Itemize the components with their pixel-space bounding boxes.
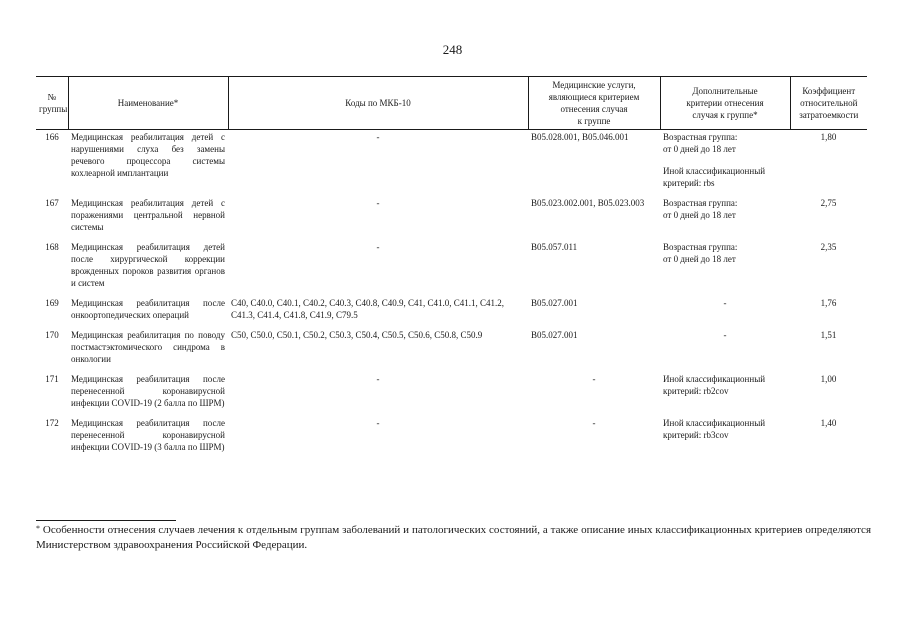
group-number: 172 <box>45 418 59 428</box>
additional-criteria <box>660 240 790 296</box>
group-number: 168 <box>45 242 59 252</box>
icd-codes: - <box>376 132 380 142</box>
criteria-line: критерий: rbs <box>663 178 715 188</box>
criteria-line: от 0 дней до 18 лет <box>663 210 736 220</box>
footnote-mark: * <box>36 524 40 533</box>
cost-coefficient: 1,40 <box>820 418 837 428</box>
medical-services: B05.057.011 <box>531 242 578 252</box>
table-row <box>36 372 867 416</box>
criteria-line: - <box>723 330 727 340</box>
header-icd-codes: Коды по МКБ-10 <box>228 77 528 130</box>
group-name: Медицинская реабилитация после перенесенной коронавирусной инфекции COVID-19 (2 балла по ШРМ) <box>71 374 225 408</box>
additional-criteria <box>660 416 790 460</box>
criteria-line: Иной классификационный <box>663 374 766 384</box>
table-row <box>36 296 867 328</box>
table-row <box>36 130 867 197</box>
group-number: 169 <box>45 298 59 308</box>
group-name: Медицинская реабилитация после перенесенной коронавирусной инфекции COVID-19 (3 балла по ШРМ) <box>71 418 225 452</box>
icd-codes: - <box>376 198 380 208</box>
criteria-line: от 0 дней до 18 лет <box>663 144 736 154</box>
header-cost-coefficient: Коэффициент относительной затратоемкости <box>790 77 867 130</box>
header-group-number: № группы <box>36 77 68 130</box>
footnote-rule <box>36 520 176 521</box>
group-name: Медицинская реабилитация детей после хирургической коррекции врожденных пороков развития органов и систем <box>71 242 225 288</box>
group-name: Медицинская реабилитация после онкоортопедических операций <box>71 298 225 320</box>
group-number: 167 <box>45 198 59 208</box>
footnote <box>36 523 871 553</box>
group-name: Медицинская реабилитация детей с поражениями центральной нервной системы <box>71 198 225 232</box>
page-number: 248 <box>442 42 463 57</box>
medical-services: B05.027.001 <box>531 330 578 340</box>
criteria-line <box>663 155 787 165</box>
table-row <box>36 196 867 240</box>
cost-coefficient: 1,76 <box>820 298 837 308</box>
icd-codes: - <box>376 242 380 252</box>
criteria-line: Иной классификационный <box>663 418 766 428</box>
group-number: 171 <box>45 374 59 384</box>
criteria-line: критерий: rb3cov <box>663 430 729 440</box>
cost-coefficient: 1,80 <box>820 132 837 142</box>
tariff-table <box>36 76 867 460</box>
table-row <box>36 328 867 372</box>
criteria-line: Возрастная группа: <box>663 242 738 252</box>
group-name: Медицинская реабилитация детей с нарушениями слуха без замены речевого процессора системы кохлеарной имплантации <box>71 132 225 178</box>
medical-services: - <box>592 374 596 384</box>
additional-criteria <box>660 196 790 240</box>
cost-coefficient: 1,00 <box>820 374 837 384</box>
icd-codes: C40, C40.0, C40.1, C40.2, C40.3, C40.8, C40.9, C41, C41.0, C41.1, C41.2, C41.3, C41.4, C41.8, C41.9, C79.5 <box>231 298 505 320</box>
medical-services: B05.027.001 <box>531 298 578 308</box>
medical-services: B05.023.002.001, B05.023.003 <box>531 198 645 208</box>
header-name: Наименование* <box>68 77 228 130</box>
additional-criteria <box>660 296 790 328</box>
additional-criteria <box>660 328 790 372</box>
table-row <box>36 240 867 296</box>
group-number: 170 <box>45 330 59 340</box>
table-header <box>36 77 867 130</box>
table-row <box>36 416 867 460</box>
icd-codes: C50, C50.0, C50.1, C50.2, C50.3, C50.4, C50.5, C50.6, C50.8, C50.9 <box>231 330 483 340</box>
group-name: Медицинская реабилитация по поводу постмастэктомического синдрома в онкологии <box>71 330 225 364</box>
criteria-line: Возрастная группа: <box>663 132 738 142</box>
group-number: 166 <box>45 132 59 142</box>
criteria-line: от 0 дней до 18 лет <box>663 254 736 264</box>
criteria-line: Иной классификационный <box>663 166 766 176</box>
icd-codes: - <box>376 374 380 384</box>
medical-services: - <box>592 418 596 428</box>
criteria-line: - <box>723 298 727 308</box>
additional-criteria <box>660 372 790 416</box>
criteria-line: критерий: rb2cov <box>663 386 729 396</box>
header-additional-criteria: Дополнительные критерии отнесения случая к группе* <box>660 77 790 130</box>
header-medical-services: Медицинские услуги, являющиеся критерием отнесения случая к группе <box>528 77 660 130</box>
criteria-line: Возрастная группа: <box>663 198 738 208</box>
footnote-text: Особенности отнесения случаев лечения к отдельным группам заболеваний и патологических состояний, а также описание иных классификационных критериев определяются Министерством здравоохранения Российской Федерации. <box>36 524 872 551</box>
icd-codes: - <box>376 418 380 428</box>
cost-coefficient: 2,35 <box>820 242 837 252</box>
medical-services: B05.028.001, B05.046.001 <box>531 132 629 142</box>
table-body <box>36 130 867 461</box>
cost-coefficient: 1,51 <box>820 330 837 340</box>
cost-coefficient: 2,75 <box>820 198 837 208</box>
additional-criteria <box>660 130 790 197</box>
